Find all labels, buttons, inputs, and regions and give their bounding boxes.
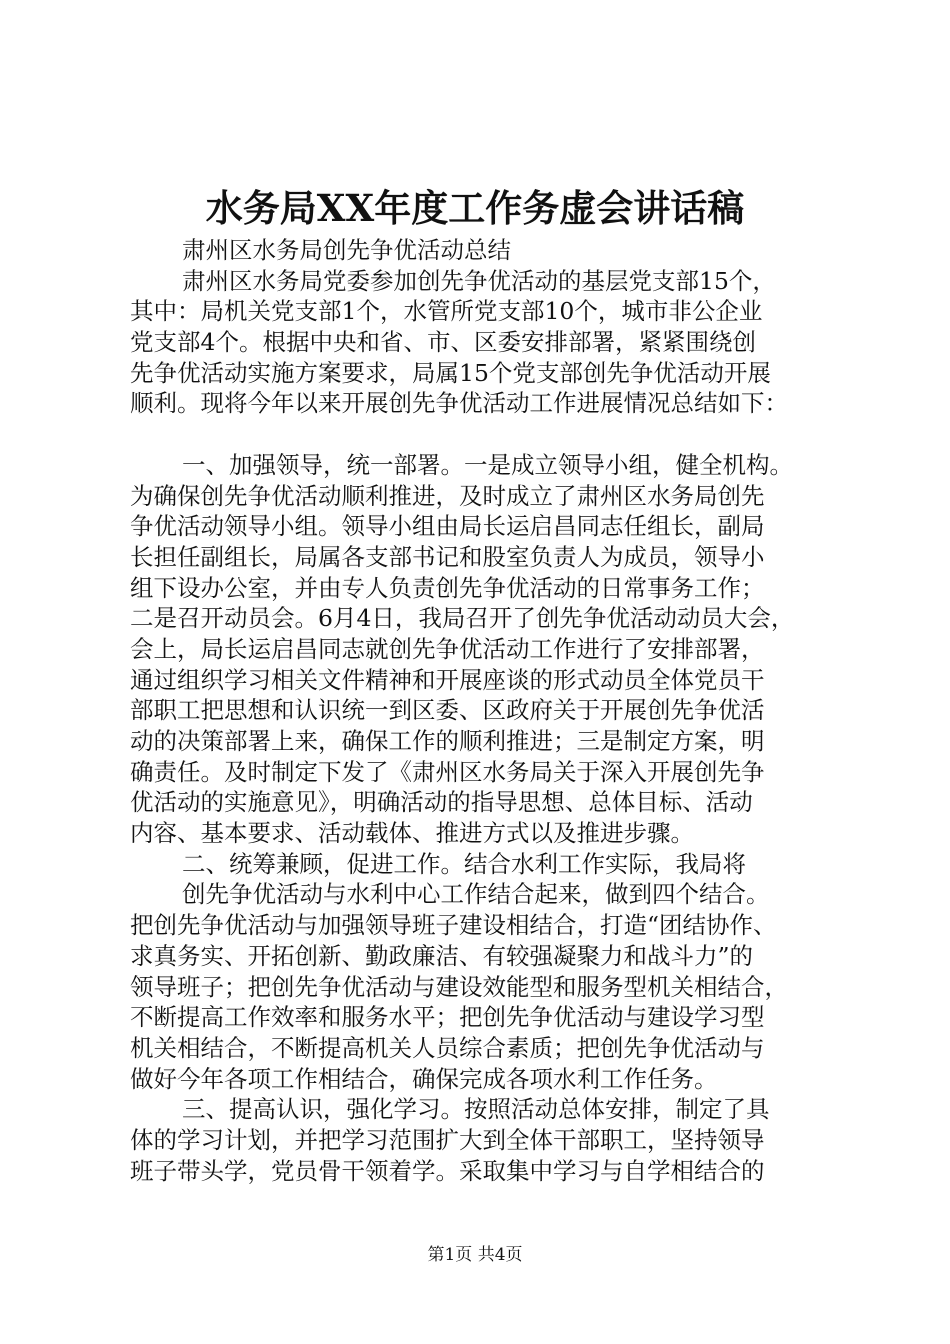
document-body [130,235,830,1186]
body-line: 为确保创先争优活动顺利推进，及时成立了肃州区水务局创先 [130,481,765,510]
body-line: 肃州区水务局创先争优活动总结 [182,236,511,264]
body-line: 确责任。及时制定下发了《肃州区水务局关于深入开展创先争 [130,757,765,786]
body-line: 一、加强领导，统一部署。一是成立领导小组，健全机构。 [182,450,793,479]
body-line: 动的决策部署上来，确保工作的顺利推进；三是制定方案，明 [130,727,765,755]
body-line: 通过组织学习相关文件精神和开展座谈的形式动员全体党员干 [130,665,765,694]
body-line: 部职工把思想和认识统一到区委、区政府关于开展创先争优活 [130,696,765,725]
body-line: 把创先争优活动与加强领导班子建设相结合，打造“团结协作、 [130,911,777,940]
blank-line [130,419,830,450]
page-footer: 第1页 共4页 [427,1245,523,1265]
body-line: 二是召开动员会。6月4日，我局召开了创先争优活动动员大会， [130,604,795,633]
body-line: 体的学习计划，并把学习范围扩大到全体干部职工，坚持领导 [130,1125,765,1154]
body-line: 肃州区水务局党委参加创先争优活动的基层党支部15个， [182,266,776,295]
body-line: 求真务实、开拓创新、勤政廉洁、有较强凝聚力和战斗力”的 [130,941,754,970]
body-line: 组下设办公室，并由专人负责创先争优活动的日常事务工作； [130,573,765,602]
body-line: 班子带头学，党员骨干领着学。采取集中学习与自学相结合的 [130,1156,765,1185]
document-title: 水务局XX年度工作务虚会讲话稿 [205,186,745,230]
body-line: 不断提高工作效率和服务水平；把创先争优活动与建设学习型 [130,1003,765,1032]
body-line: 做好今年各项工作相结合，确保完成各项水利工作任务。 [130,1064,718,1093]
body-line: 先争优活动实施方案要求，局属15个党支部创先争优活动开展 [130,358,771,387]
body-line: 争优活动领导小组。领导小组由局长运启昌同志任组长，副局 [130,512,765,541]
body-line: 党支部4个。根据中央和省、市、区委安排部署，紧紧围绕创 [130,328,756,357]
body-line: 机关相结合，不断提高机关人员综合素质；把创先争优活动与 [130,1033,765,1062]
body-line: 其中：局机关党支部1个，水管所党支部10个，城市非公企业 [130,297,763,326]
body-line: 顺利。现将今年以来开展创先争优活动工作进展情况总结如下： [130,389,788,418]
body-line: 三、提高认识，强化学习。按照活动总体安排，制定了具 [182,1095,770,1124]
body-line: 内容、基本要求、活动载体、推进方式以及推进步骤。 [130,819,694,848]
body-line: 二、统筹兼顾，促进工作。结合水利工作实际，我局将 [182,849,746,878]
body-line: 优活动的实施意见》，明确活动的指导思想、总体目标、活动 [130,788,753,817]
body-line: 长担任副组长，局属各支部书记和股室负责人为成员，领导小 [130,542,765,571]
body-line: 创先争优活动与水利中心工作结合起来，做到四个结合。 [182,880,770,909]
body-line: 会上，局长运启昌同志就创先争优活动工作进行了安排部署， [130,634,765,663]
body-line: 领导班子；把创先争优活动与建设效能型和服务型机关相结合， [130,972,788,1001]
